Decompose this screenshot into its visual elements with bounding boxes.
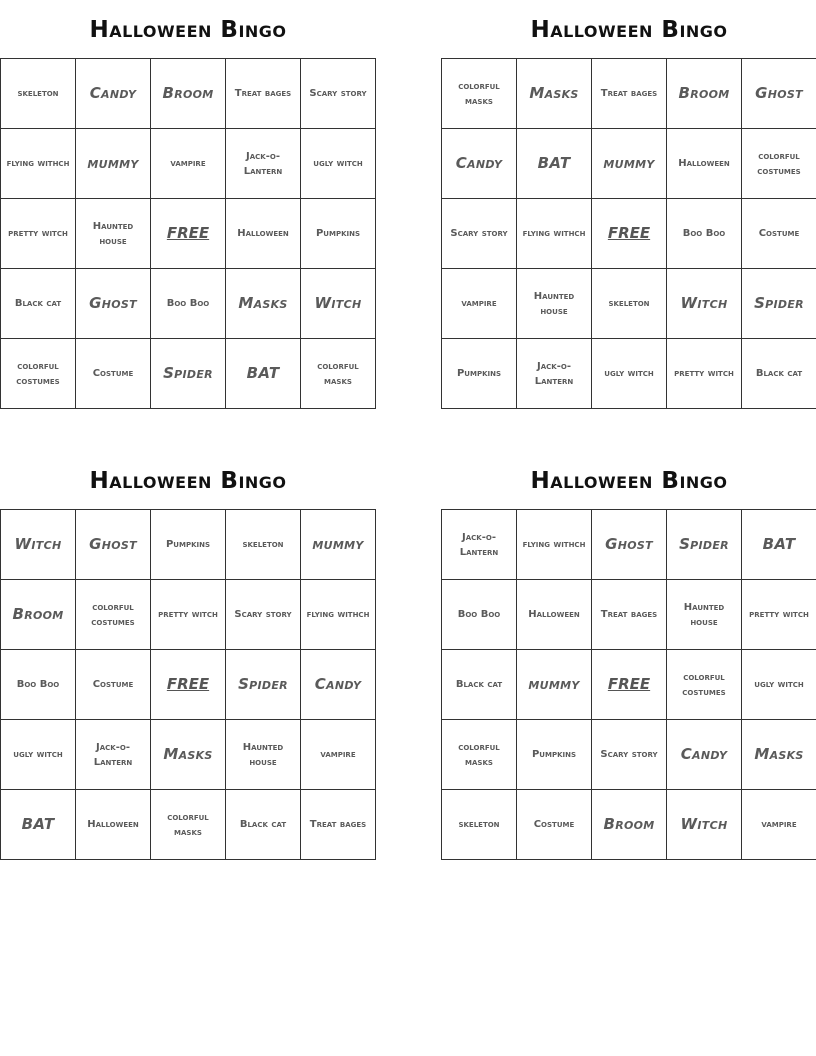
bingo-cell: Witch [667, 269, 742, 339]
bingo-cell: BAT [226, 339, 301, 409]
bingo-cell: mummy [592, 129, 667, 199]
bingo-cell: Spider [667, 510, 742, 580]
bingo-card [441, 454, 816, 860]
bingo-cell: mummy [76, 129, 151, 199]
bingo-cell: Pumpkins [301, 199, 376, 269]
bingo-cell: Costume [76, 650, 151, 720]
bingo-grid [441, 58, 816, 409]
bingo-card [0, 3, 376, 409]
bingo-cell: flying withch [517, 199, 592, 269]
bingo-cell: Broom [592, 790, 667, 860]
bingo-cell: BAT [1, 790, 76, 860]
bingo-cell: Jack-o-Lantern [226, 129, 301, 199]
bingo-cell: Ghost [76, 269, 151, 339]
bingo-cell: Treat bages [592, 580, 667, 650]
bingo-cell: Treat bages [226, 59, 301, 129]
bingo-cell: Witch [1, 510, 76, 580]
bingo-cell: Haunted house [226, 720, 301, 790]
bingo-cell: Witch [301, 269, 376, 339]
bingo-cell: Masks [151, 720, 226, 790]
bingo-cell: skeleton [592, 269, 667, 339]
bingo-grid [0, 509, 376, 860]
bingo-cell: Spider [742, 269, 816, 339]
bingo-cell: Black cat [226, 790, 301, 860]
bingo-cell: Broom [151, 59, 226, 129]
bingo-cell: Scary story [301, 59, 376, 129]
bingo-cell: Boo Boo [442, 580, 517, 650]
bingo-cell: pretty witch [1, 199, 76, 269]
bingo-cell: BAT [517, 129, 592, 199]
bingo-cell: Ghost [76, 510, 151, 580]
bingo-grid [441, 509, 816, 860]
bingo-cell: Black cat [1, 269, 76, 339]
bingo-cell: flying withch [1, 129, 76, 199]
bingo-cell: pretty witch [667, 339, 742, 409]
bingo-cell: Boo Boo [1, 650, 76, 720]
bingo-cell: colorful masks [151, 790, 226, 860]
bingo-cell: colorful costumes [742, 129, 816, 199]
bingo-cell: Scary story [442, 199, 517, 269]
bingo-cell: ugly witch [592, 339, 667, 409]
bingo-cell: flying withch [517, 510, 592, 580]
card-title: Halloween Bingo [89, 468, 287, 494]
card-title: Halloween Bingo [530, 468, 728, 494]
bingo-cell: Halloween [76, 790, 151, 860]
bingo-cell: Haunted house [667, 580, 742, 650]
bingo-cell: Haunted house [517, 269, 592, 339]
bingo-cell: skeleton [442, 790, 517, 860]
bingo-cell: Masks [517, 59, 592, 129]
bingo-cell: Pumpkins [151, 510, 226, 580]
bingo-cell: Candy [667, 720, 742, 790]
card-title: Halloween Bingo [530, 17, 728, 43]
bingo-cell: Spider [151, 339, 226, 409]
bingo-cell: Halloween [517, 580, 592, 650]
free-space-cell: FREE [592, 650, 667, 720]
bingo-cell: vampire [151, 129, 226, 199]
bingo-cell: Costume [517, 790, 592, 860]
bingo-cell: vampire [742, 790, 816, 860]
bingo-cell: Treat bages [301, 790, 376, 860]
bingo-cell: colorful costumes [76, 580, 151, 650]
bingo-cell: Costume [742, 199, 816, 269]
free-space-cell: FREE [151, 650, 226, 720]
free-space-cell: FREE [151, 199, 226, 269]
bingo-cell: Black cat [442, 650, 517, 720]
bingo-cell: Halloween [226, 199, 301, 269]
bingo-cell: Pumpkins [517, 720, 592, 790]
bingo-card [441, 3, 816, 409]
bingo-cell: Scary story [226, 580, 301, 650]
bingo-cell: colorful costumes [1, 339, 76, 409]
bingo-cell: Boo Boo [151, 269, 226, 339]
bingo-cell: BAT [742, 510, 816, 580]
card-title: Halloween Bingo [89, 17, 287, 43]
bingo-cell: Treat bages [592, 59, 667, 129]
bingo-card [0, 454, 376, 860]
bingo-cell: colorful costumes [667, 650, 742, 720]
bingo-cell: Boo Boo [667, 199, 742, 269]
bingo-cell: Pumpkins [442, 339, 517, 409]
bingo-cell: pretty witch [742, 580, 816, 650]
bingo-cell: Masks [742, 720, 816, 790]
bingo-cell: Costume [76, 339, 151, 409]
bingo-cell: Spider [226, 650, 301, 720]
bingo-cell: mummy [517, 650, 592, 720]
bingo-cell: Halloween [667, 129, 742, 199]
bingo-cell: ugly witch [301, 129, 376, 199]
bingo-cell: Broom [1, 580, 76, 650]
bingo-cell: colorful masks [442, 720, 517, 790]
bingo-cell: Ghost [592, 510, 667, 580]
bingo-cell: Jack-o-Lantern [76, 720, 151, 790]
bingo-grid [0, 58, 376, 409]
bingo-cell: vampire [301, 720, 376, 790]
bingo-cell: Broom [667, 59, 742, 129]
bingo-cell: Black cat [742, 339, 816, 409]
bingo-cell: skeleton [226, 510, 301, 580]
bingo-cell: pretty witch [151, 580, 226, 650]
bingo-cell: Ghost [742, 59, 816, 129]
bingo-cell: skeleton [1, 59, 76, 129]
bingo-cell: colorful masks [301, 339, 376, 409]
bingo-cell: colorful masks [442, 59, 517, 129]
bingo-cell: Masks [226, 269, 301, 339]
bingo-cell: Scary story [592, 720, 667, 790]
bingo-cell: mummy [301, 510, 376, 580]
bingo-cell: ugly witch [1, 720, 76, 790]
bingo-cell: Jack-o-Lantern [442, 510, 517, 580]
bingo-cell: Candy [301, 650, 376, 720]
bingo-cell: flying withch [301, 580, 376, 650]
bingo-cell: Witch [667, 790, 742, 860]
bingo-cell: Jack-o-Lantern [517, 339, 592, 409]
bingo-cell: Candy [442, 129, 517, 199]
bingo-cell: vampire [442, 269, 517, 339]
bingo-cell: ugly witch [742, 650, 816, 720]
bingo-cell: Haunted house [76, 199, 151, 269]
free-space-cell: FREE [592, 199, 667, 269]
bingo-cell: Candy [76, 59, 151, 129]
